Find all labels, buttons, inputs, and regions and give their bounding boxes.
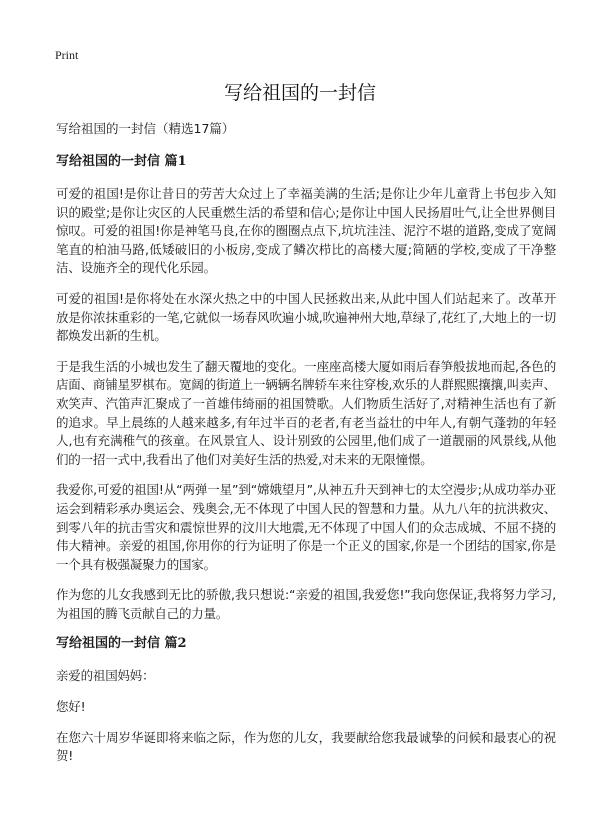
section-heading-2: 写给祖国的一封信 篇2 (56, 636, 187, 652)
document-body (56, 120, 556, 778)
document-subtitle: 写给祖国的一封信（精选17篇） (56, 121, 235, 136)
paragraph: 可爱的祖国!是你让昔日的劳苦大众过上了幸福美满的生活;是你让少年儿童背上书包步入知识的殿堂;是你让灾区的人民重燃生活的希望和信心;是你让中国人民扬眉吐气,让全世界侧目惊叹。可爱的祖国!你是神笔马良,在你的圈圈点点下,坑坑洼洼、泥泞不堪的道路,变成了宽阔笔直的柏油马路,低矮破旧的小板房,变成了鳞次栉比的高楼大厦;简陋的学校,变成了干净整洁、设施齐全的现代化乐园。 (56, 186, 556, 276)
paragraph: 作为您的儿女我感到无比的骄傲,我只想说:“亲爱的祖国,我爱您!”我向您保证,我将努力学习,为祖国的腾飞贡献自己的力量。 (56, 587, 556, 621)
paragraph: 在您六十周岁华诞即将来临之际，作为您的儿女，我要献给您我最诚挚的问候和最衷心的祝贺! (56, 729, 556, 764)
greeting: 您好! (56, 699, 86, 715)
print-link[interactable]: Print (55, 48, 79, 62)
paragraph: 我爱你,可爱的祖国!从“两弹一星”到“嫦娥望月”,从神五升天到神七的太空漫步;从成功举办亚运会到精彩承办奥运会、残奥会,无不体现了中国人民的智慧和力量。从九八年的抗洪救灾、到零八年的抗击雪灾和震惊世界的汶川大地震,无不体现了中国人们的众志成城、不屈不挠的伟大精神。亲爱的祖国,你用你的行为证明了你是一个正义的国家,你是一个团结的国家,你是一个具有极强凝聚力的国家。 (56, 482, 556, 572)
page-title: 写给祖国的一封信 (223, 82, 376, 104)
paragraph: 可爱的祖国!是你将处在水深火热之中的中国人民拯救出来,从此中国人们站起来了。改革开放是你浓抹重彩的一笔,它就似一场春风吹遍小城,吹遍神州大地,草绿了,花红了,大地上的一切都焕发出新的生机。 (56, 290, 556, 344)
salutation: 亲爱的祖国妈妈： (56, 668, 155, 684)
section-heading-1: 写给祖国的一封信 篇1 (56, 154, 187, 169)
paragraph: 于是我生活的小城也发生了翻天覆地的变化。一座座高楼大厦如雨后春笋般拔地而起,各色的店面、商铺星罗棋布。宽阔的街道上一辆辆名牌轿车来往穿梭,欢乐的人群熙熙攘攘,叫卖声、欢笑声、汽笛声汇聚成了一首雄伟绮丽的祖国赞歌。人们物质生活好了,对精神生活也有了新的追求。早上晨练的人越来越多,有年过半百的老者,有老当益壮的中年人,有朝气蓬勃的年轻人,也有充满稚气的孩童。在风景宜人、设计别致的公园里,他们成了一道靓丽的风景线,从他们的一招一式中,我看出了他们对美好生活的热爱,对未来的无限憧憬。 (56, 358, 556, 467)
